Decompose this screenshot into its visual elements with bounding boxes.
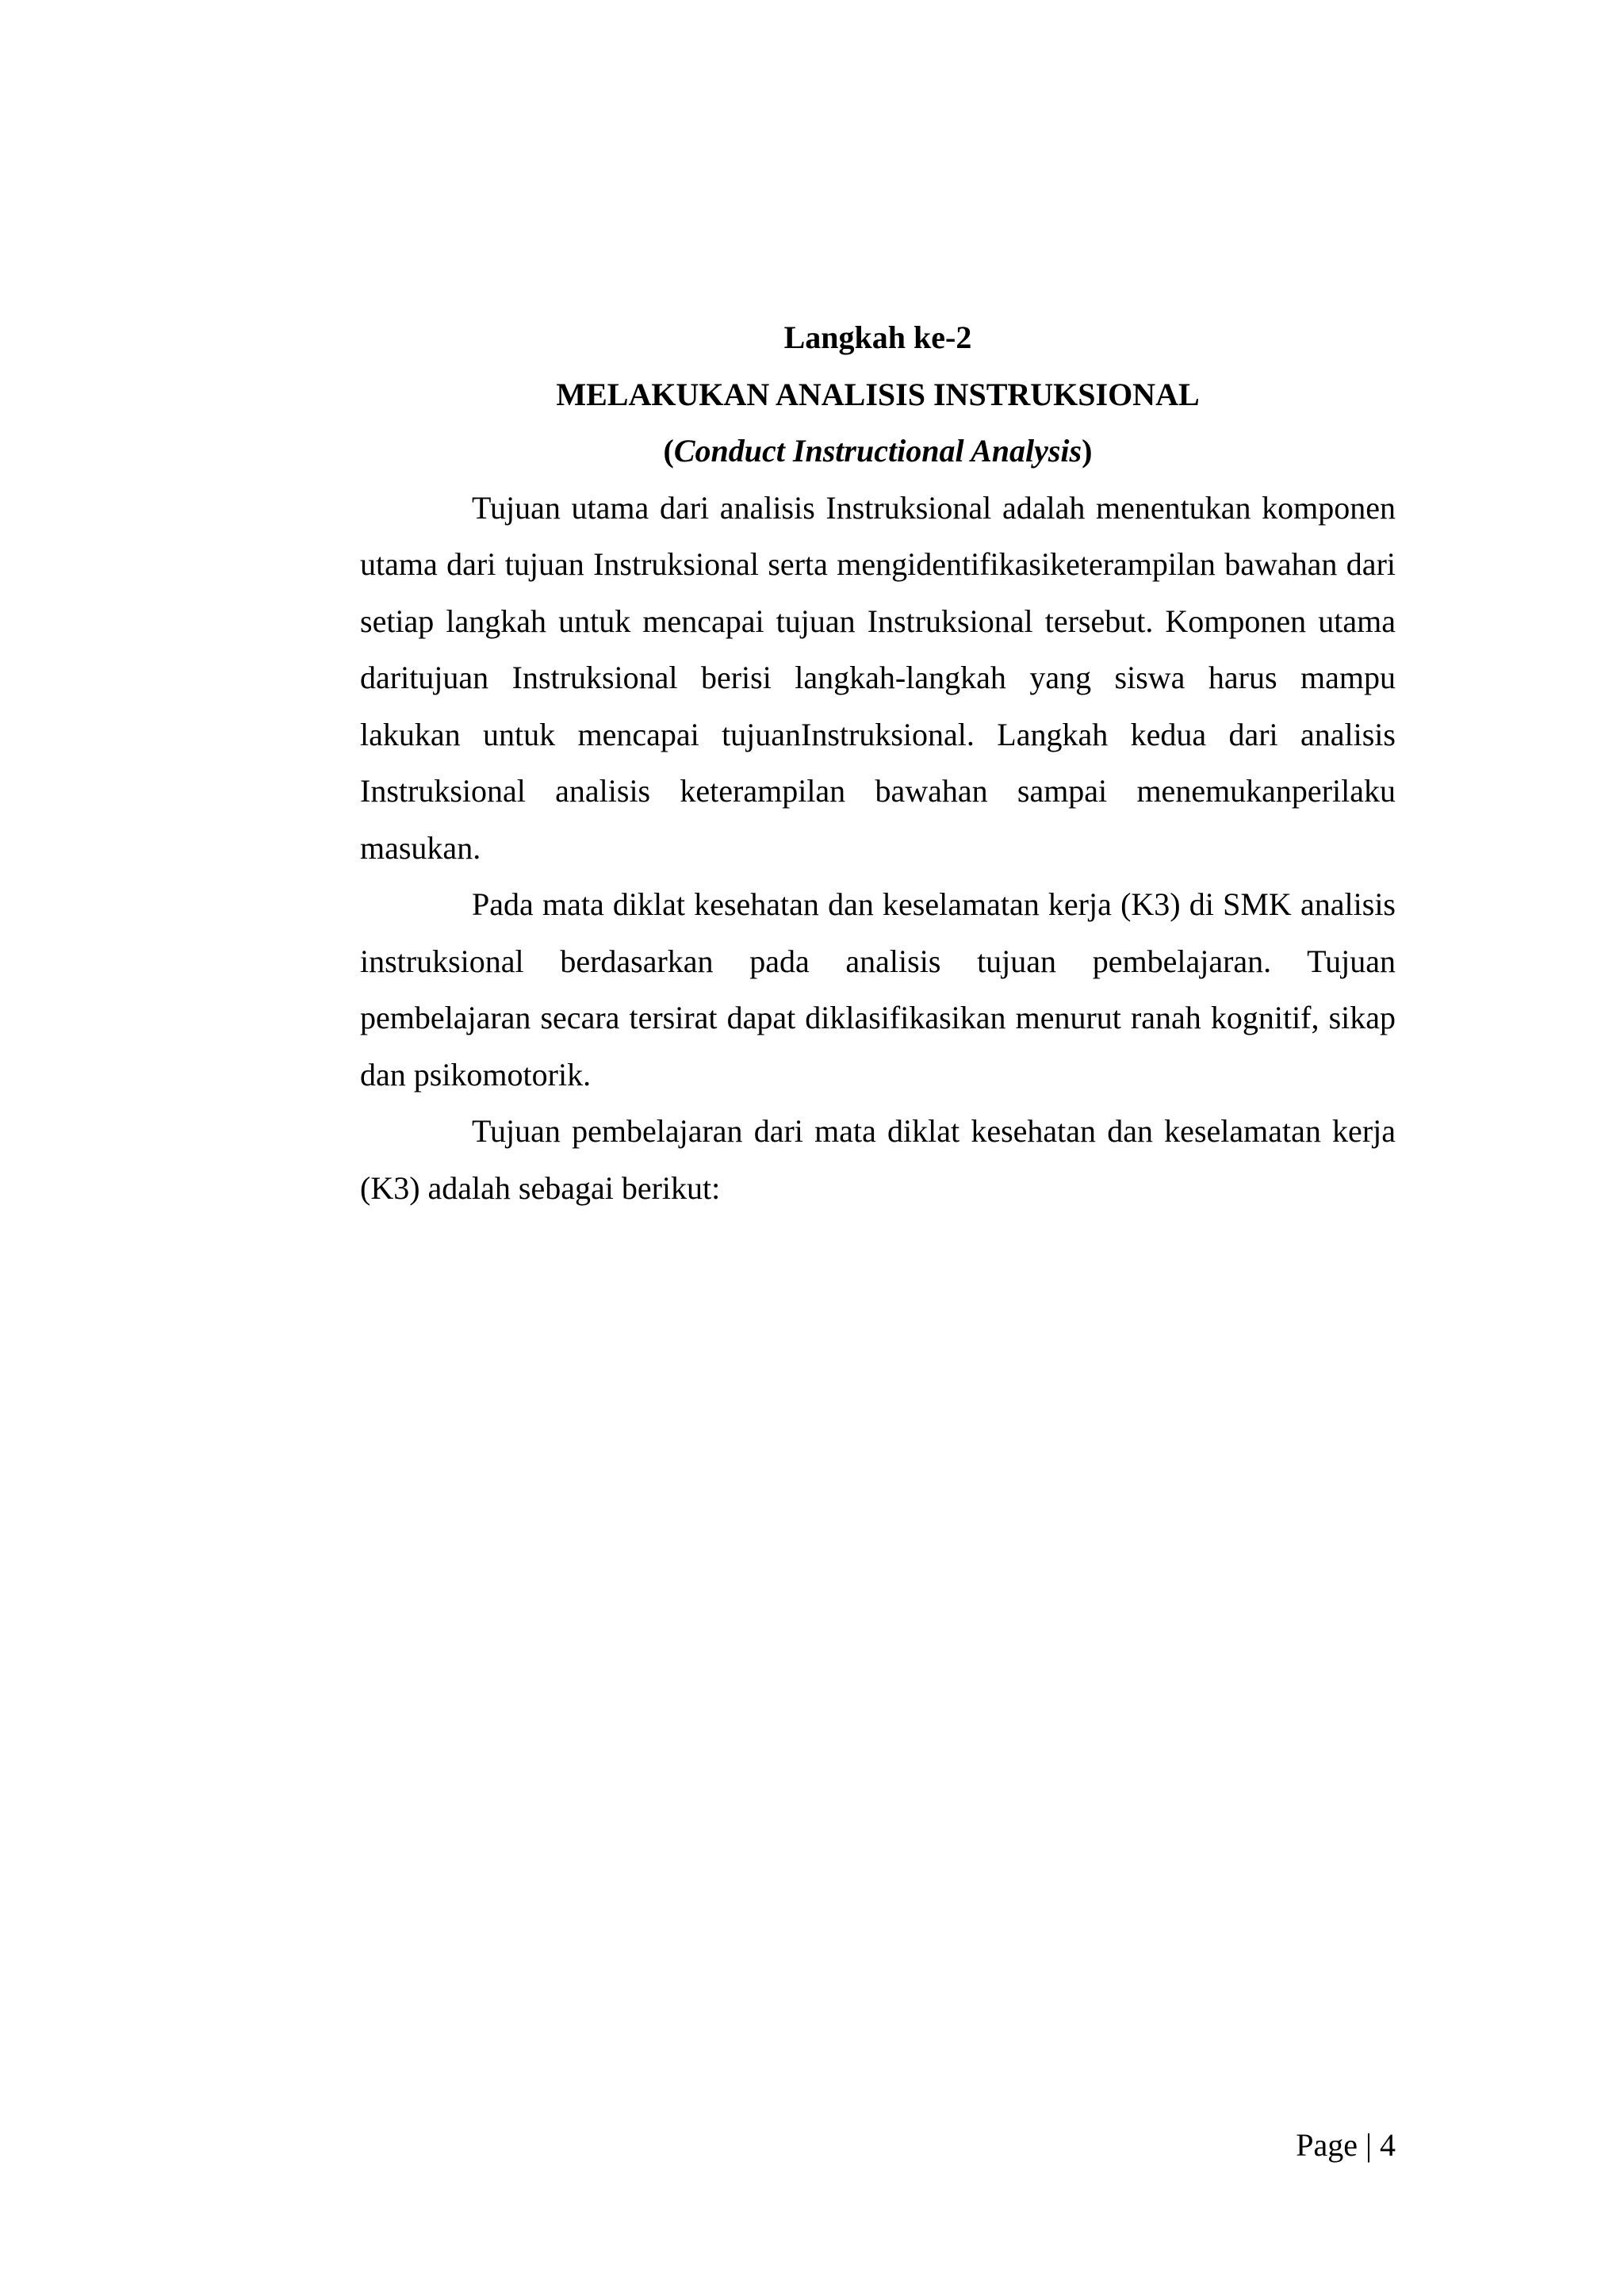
subtitle-open-paren: ( — [663, 433, 674, 469]
subtitle-close-paren: ) — [1082, 433, 1093, 469]
document-body — [360, 309, 1396, 1216]
step-title: Langkah ke-2 — [783, 320, 972, 355]
paragraph-1: Tujuan utama dari analisis Instruksional adalah menentukan komponen utama dari tujuan Instruksional serta mengidentifikasiketerampilan bawahan dari setiap langkah untuk mencapai tujuan Instruksional tersebut. Komponen utama daritujuan Instruksional berisi langkah-langkah yang siswa harus mampu lakukan untuk mencapai tujuanInstruksional. Langkah kedua dari analisis Instruksional analisis keterampilan bawahan sampai menemukanperilaku masukan. — [360, 489, 1396, 866]
paragraph-3: Tujuan pembelajaran dari mata diklat kesehatan dan keselamatan kerja (K3) adalah sebagai berikut: — [360, 1113, 1396, 1206]
page-number: Page | 4 — [1296, 2127, 1396, 2163]
paragraph-2: Pada mata diklat kesehatan dan keselamatan kerja (K3) di SMK analisis instruksional berdasarkan pada analisis tujuan pembelajaran. Tujuan pembelajaran secara tersirat dapat diklasifikasikan menurut ranah kognitif, sikap dan psikomotorik. — [360, 886, 1396, 1093]
main-title: MELAKUKAN ANALISIS INSTRUKSIONAL — [556, 376, 1200, 412]
subtitle — [360, 423, 1396, 480]
subtitle-text: Conduct Instructional Analysis — [673, 433, 1082, 469]
